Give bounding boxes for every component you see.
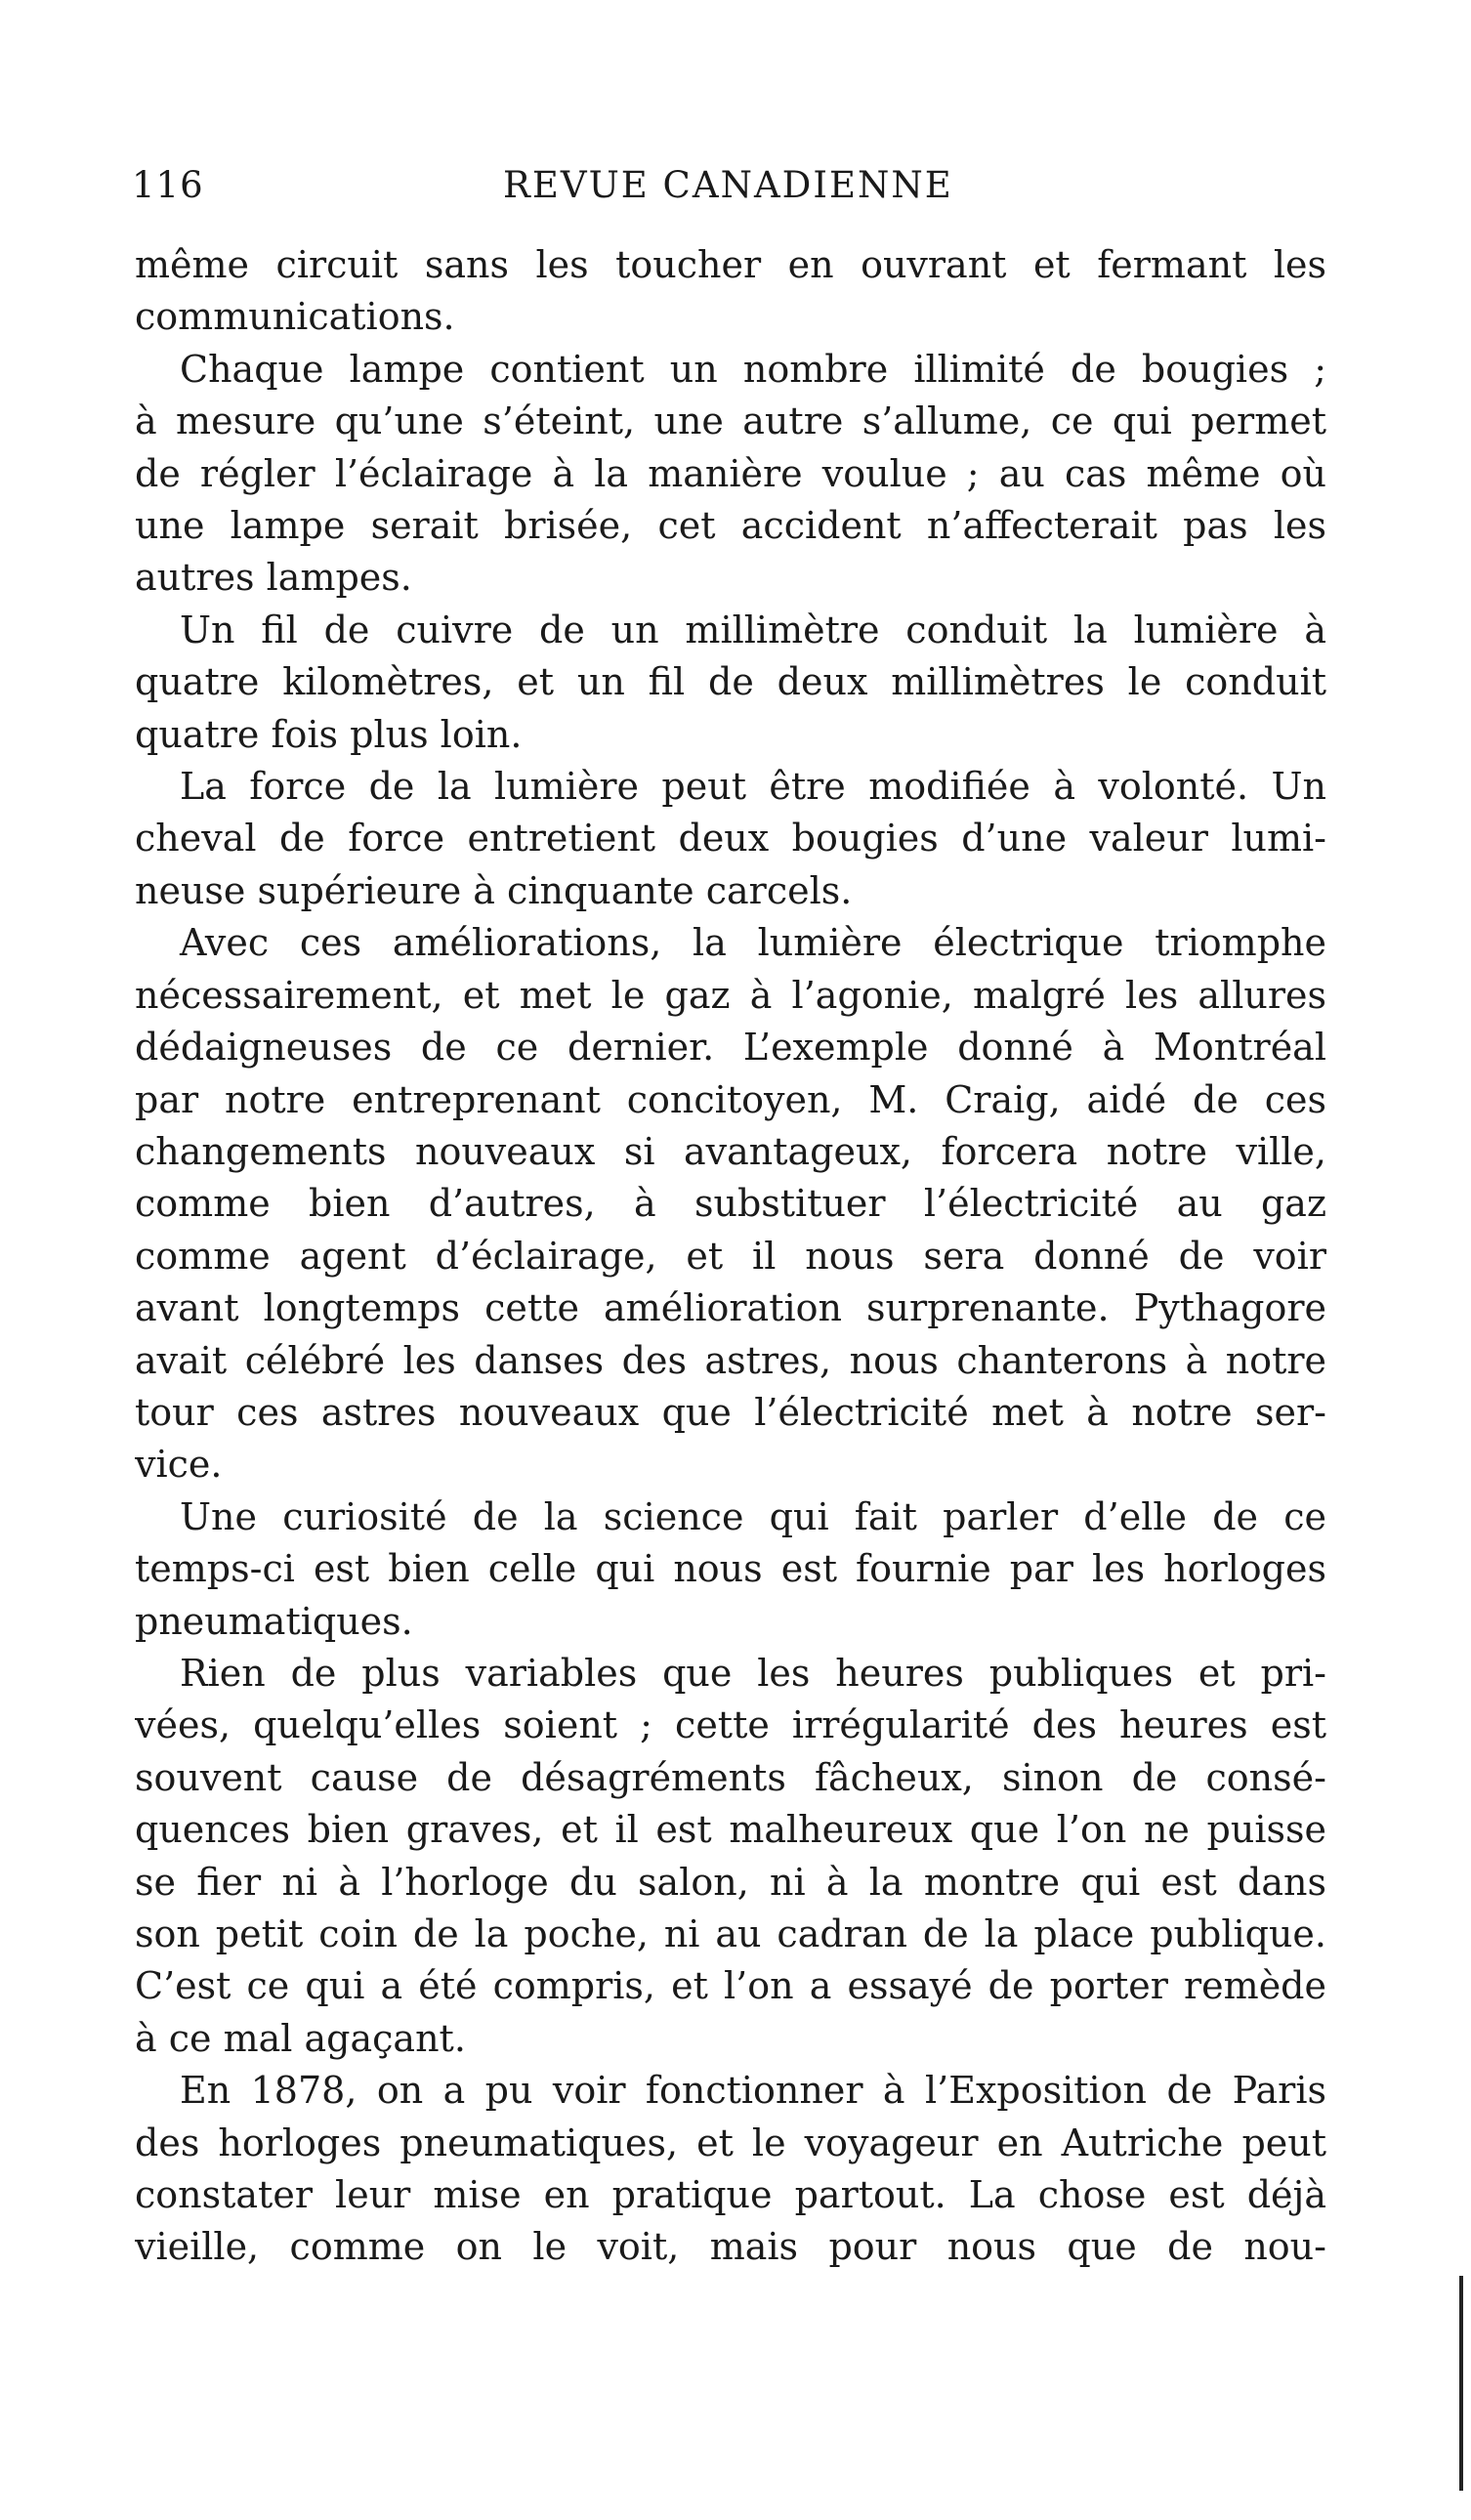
running-title: REVUE CANADIENNE (503, 164, 953, 206)
page-number: 116 (132, 164, 204, 206)
text-line: une lampe serait brisée, cet accident n’affecterait pas les (135, 504, 1326, 548)
text-line: quatre fois plus loin. (135, 712, 523, 756)
paragraph-1 (135, 239, 1326, 344)
text-line: vieille, comme on le voit, mais pour nous que de nou- (135, 2225, 1326, 2269)
text-line: même circuit sans les toucher en ouvrant et fermant les (135, 243, 1326, 286)
text-line: Une curiosité de la science qui fait parler d’elle de ce (180, 1494, 1326, 1538)
text-line: des horloges pneumatiques, et le voyageur en Autriche peut (135, 2121, 1326, 2164)
text-line: Avec ces améliorations, la lumière électrique triomphe (180, 921, 1326, 965)
text-line: constater leur mise en pratique partout. La chose est déjà (135, 2173, 1326, 2217)
text-line: En 1878, on a pu voir fonctionner à l’Exposition de Paris (180, 2069, 1326, 2113)
text-line: quatre kilomètres, et un fil de deux millimètres le conduit (135, 660, 1326, 704)
text-line: C’est ce qui a été compris, et l’on a essayé de porter remède (135, 1964, 1326, 2008)
page-header (132, 164, 1304, 223)
paragraph-8 (135, 2065, 1326, 2274)
text-line: Un fil de cuivre de un millimètre conduit la lumière à (180, 608, 1326, 651)
paragraph-7 (135, 1648, 1326, 2065)
text-line: quences bien graves, et il est malheureux que l’on ne puisse (135, 1808, 1326, 1852)
text-line: nécessairement, et met le gaz à l’agonie, malgré les allures (135, 973, 1326, 1017)
text-line: cheval de force entretient deux bougies d’une valeur lumi- (135, 817, 1326, 861)
text-line: dédaigneuses de ce dernier. L’exemple donné à Montréal (135, 1026, 1326, 1070)
page-edge-shadow (1459, 2276, 1463, 2491)
text-line: se fier ni à l’horloge du salon, ni à la montre qui est dans (135, 1860, 1326, 1904)
text-line: vées, quelqu’elles soient ; cette irrégularité des heures est (135, 1703, 1326, 1747)
text-line: comme agent d’éclairage, et il nous sera donné de voir (135, 1234, 1326, 1278)
text-line: vice. (135, 1443, 223, 1487)
text-line: temps-ci est bien celle qui nous est fournie par les horloges (135, 1547, 1326, 1591)
text-line: Chaque lampe contient un nombre illimité de bougies ; (180, 347, 1326, 391)
text-line: autres lampes. (135, 556, 412, 600)
body-text (135, 239, 1326, 2274)
paragraph-3 (135, 605, 1326, 761)
text-line: communications. (135, 295, 455, 339)
paragraph-5 (135, 917, 1326, 1491)
text-line: avait célébré les danses des astres, nous chanterons à notre (135, 1338, 1326, 1382)
text-line: à ce mal agaçant. (135, 2016, 466, 2060)
text-line: souvent cause de désagréments fâcheux, sinon de consé- (135, 1755, 1326, 1799)
text-line: neuse supérieure à cinquante carcels. (135, 868, 853, 912)
text-line: avant longtemps cette amélioration surprenante. Pythagore (135, 1286, 1326, 1330)
text-line: La force de la lumière peut être modifiée à volonté. Un (180, 765, 1326, 809)
text-line: comme bien d’autres, à substituer l’électricité au gaz (135, 1182, 1326, 1226)
text-line: par notre entreprenant concitoyen, M. Craig, aidé de ces (135, 1077, 1326, 1121)
text-line: changements nouveaux si avantageux, forcera notre ville, (135, 1129, 1326, 1173)
text-line: tour ces astres nouveaux que l’électricité met à notre ser- (135, 1390, 1326, 1434)
text-line: pneumatiques. (135, 1599, 413, 1643)
paragraph-2 (135, 344, 1326, 605)
text-line: de régler l’éclairage à la manière voulue ; au cas même où (135, 451, 1326, 495)
paragraph-4 (135, 761, 1326, 917)
text-line: à mesure qu’une s’éteint, une autre s’allume, ce qui permet (135, 399, 1326, 443)
text-line: son petit coin de la poche, ni au cadran de la place publique. (135, 1912, 1326, 1955)
paragraph-6 (135, 1491, 1326, 1648)
text-line: Rien de plus variables que les heures publiques et pri- (180, 1651, 1326, 1695)
